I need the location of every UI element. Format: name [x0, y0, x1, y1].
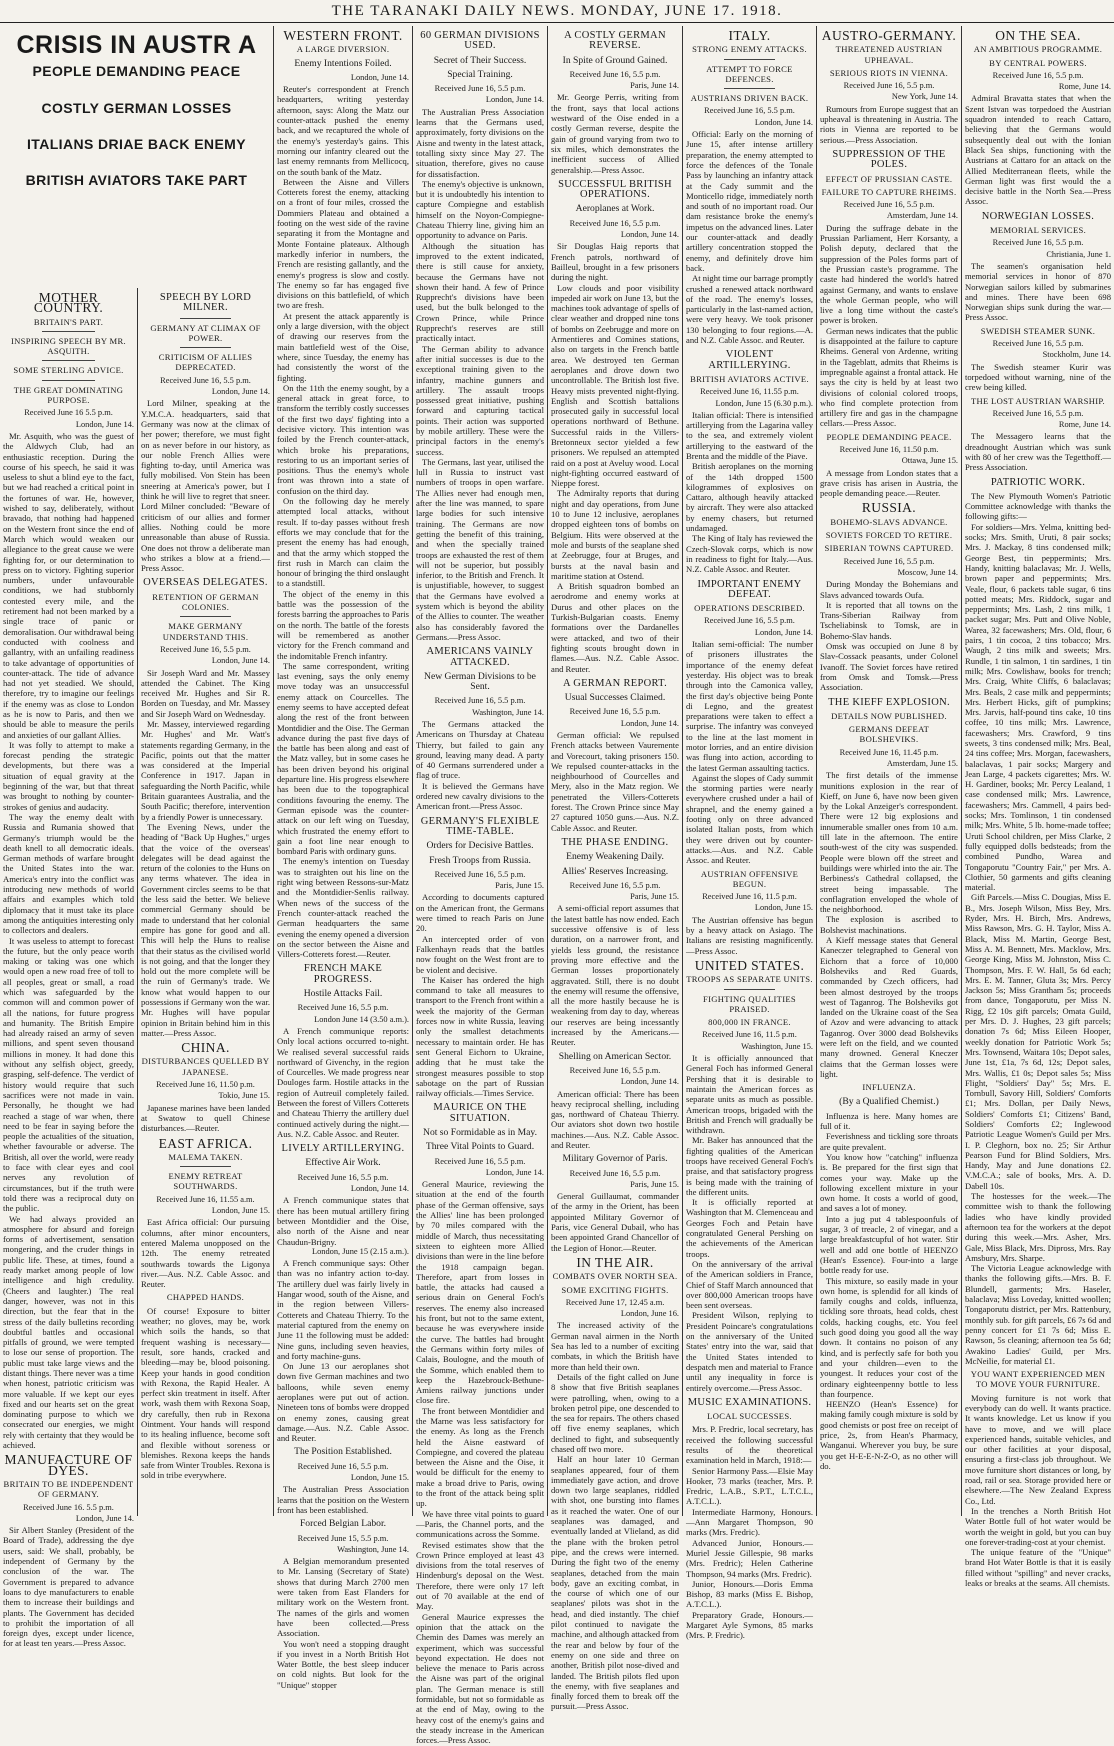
dateline: Received June 16, 5.5 p.m.	[569, 707, 661, 717]
subheading: Fresh Troops from Russia.	[429, 854, 531, 866]
section-heading: A GERMAN REPORT.	[562, 677, 668, 689]
subheading: In Spite of Ground Gained.	[562, 54, 668, 66]
divider	[180, 1166, 232, 1167]
placeline: London, June 14.	[620, 230, 679, 240]
placeline: London, June 15 (6.30 p.m.).	[715, 398, 813, 408]
section-heading: UNITED STATES.	[694, 957, 805, 973]
article-paragraph: At present the attack apparently is only a large diversion, with the object of drawing our reserves from the main battlefield west of the Oise, where, since Tuesday, the enemy has had consistently the worst of the fighting.	[277, 310, 409, 383]
section-heading: THE PHASE ENDING.	[561, 836, 669, 848]
article-paragraph: Preparatory Grade, Honours.—Margaret Ayle Symons, 85 marks (Mrs. P. Fredric).	[686, 1609, 813, 1641]
article-paragraph: The Germans, last year, utilised the lull in Russia to instruct vast numbers of troops in open warfare. The Allies never had enough men, after the line was manned, to spare large bodies for such intensive training. The Germans are now getting the benefit of this training, and when the specially trained troops are exhausted the rest of them will not be superior, but possibly inferior, to the British and French. It is unjustifiable, however, to suggest that the Germans have evolved a system which is beyond the ability of the Allies to counter. The weather also has considerably favored the Germans.—Press Assoc.	[416, 456, 544, 642]
divider	[180, 347, 232, 348]
dateline: Received June 16, 5.5 p.m.	[704, 106, 795, 116]
dateline: Received June 16, 5.5 p.m.	[569, 880, 661, 890]
subheading: Enemy Intentions Foiled.	[294, 57, 392, 69]
section-heading: THE KIEFF EXPLOSION.	[828, 696, 950, 708]
section-heading: RUSSIA.	[861, 500, 917, 516]
article-paragraph: Revised estimates show that the Crown Prince employed at least 43 divisions from the total reserves of Hindenburg's deposal on the West. Therefore, there were only 17 left out of 70 available at the end of May.	[416, 1539, 544, 1612]
dateline: Received June 16, 5.5 p.m.	[434, 696, 526, 706]
placeline: London, June 15 (2.15 a.m.).	[312, 1246, 409, 1256]
article-paragraph: The Victoria League acknowledge with thanks the following gifts.—Mrs. B. F. Blundell, garments; Mrs. Haseler, balaclava; Miss Loveday, knitted woollen; Tongaporutu district, per Mrs. Rattenbury, monthly sub. for gift parcels, £6 7s 6d and penny concert for £1 7s 6d; Miss E. Rawson, 5s cleaning; afternoon tea 5s 6d; Awakino Ladies' Guild, per Mrs. McNeilie, for material £1.	[965, 1263, 1111, 1366]
placeline: Rome, June 14.	[1058, 420, 1111, 430]
subheading: THREATENED AUSTRIAN UPHEAVAL.	[835, 44, 943, 65]
dateline: Received June 16. 5.5 p.m.	[23, 1502, 114, 1512]
advertisement-heading: CHAPPED HANDS.	[166, 1292, 245, 1303]
article-paragraph: The Messagero learns that the dreadnought Austrian which was sunk with 80 of her crew was the Tegetthoff.—Press Association.	[965, 431, 1111, 473]
article-paragraph: The Admiralty reports that during night and day operations, from June 10 to June 12 inclusive, aeroplanes dropped eighteen tons of bombs on Belgium. Hits were observed at the mole and bursts of the seaplane shed at Zeebrugge, four at Bruges, and bursts at the naval basin and maritime station at Ostend.	[551, 488, 679, 581]
article-paragraph: Italian official: There is intensified artillerying from the Lagarina valley to the sea, and extremely violent artillerying to the eastward of the Brenta and the middle of the Piave.	[686, 409, 813, 461]
subheading: BRITAIN TO BE INDEPENDENT OF GERMANY.	[3, 1478, 134, 1500]
subheading: DETAILS NOW PUBLISHED.	[831, 710, 947, 721]
subheading: SOME EXCITING FIGHTS.	[561, 1284, 669, 1295]
article-paragraph: The way the enemy dealt with Russia and Rumania showed that Germany's triumph would be the death knell to all democratic ideals. German methods of warfare brought the United States into the war. America's entry into the conflict was introducing new methods of world affairs and examples which told diplomacy that it must take its place among the antiquities interesting only to collectors and dealers.	[3, 811, 134, 936]
section-heading: A COSTLY GERMAN REVERSE.	[564, 30, 666, 52]
article-paragraph: It is reported that all towns on the Trans-Siberian Railway from Tscheliabinsk to Tomsk, are in Bohemo-Slav hands.	[820, 599, 958, 641]
column-mother-country	[0, 288, 137, 1649]
section-heading: MAURICE ON THE SITUATION.	[433, 1102, 527, 1124]
placeline: London, June 14.	[620, 1077, 679, 1087]
subheading: CRITICISM OF ALLIES DEPRECATED.	[158, 352, 253, 373]
section-heading: THE LOST AUSTRIAN WARSHIP.	[970, 395, 1105, 406]
column-lord-milner	[138, 288, 273, 1516]
article-paragraph: The Germans attacked the Americans on Thursday at Chateau Thierry, but failed to gain any ground, leaving many dead. A party of 40 Germans surrendered under a flag of truce.	[416, 719, 544, 781]
article-paragraph: Sir Joseph Ward and Mr. Massey attended the Cabinet. The King received Mr. Hughes and Sir R. Borden on Tuesday, and Mr. Massey and Sir Joseph Ward on Wednesday.	[141, 667, 270, 719]
dateline: Received June 16, 5.5 p.m.	[434, 1156, 526, 1166]
article-paragraph: A French communique reports: Only local actions occurred to-night. We realised several successful raids northward of Givenchy, in the region of Courcelles. We made progress near Douloges farm. Hostile attacks in the region of Autreuil completely failed. Between the forest of Villers Cotterets and Chateau Thierry the artillery duel continued actively during the night.—Aus. N.Z. Cable Assoc. and Reuter.	[277, 1025, 409, 1139]
placeline: Moscow, June 14.	[897, 567, 958, 577]
article-paragraph: Although the situation has improved to the extent indicated, there is still cause for anxiety, because the Germans have not shown their hand. A few of Prince Rupprecht's divisions have been used, but the bulk belonged to the Crown Prince, while Prince Rupprecht's reserves are still practically intact.	[416, 240, 544, 344]
section-heading: PATRIOTIC WORK.	[990, 476, 1086, 488]
placeline: Stockholm, June 14.	[1042, 350, 1111, 360]
subheading: DISTURBANCES QUELLED BY JAPANESE.	[141, 1056, 270, 1077]
article-paragraph: Details of the fight called on June 8 show that five British seaplanes were patrolling, when, owing to a broken petrol pipe, one descended to the sea for repairs. The others chased off five enemy seaplanes, which declined to fight, and subsequently chased off two more.	[551, 1371, 679, 1454]
article-paragraph: British aeroplanes on the morning of the 14th dropped 1500 kilogrammes of explosives on Cattaro, although heavily attacked by aircraft. They were also attacked by enemy chasers, but returned undamaged.	[686, 461, 813, 534]
placeline: Tokio, June 15.	[218, 1091, 270, 1101]
article-paragraph: Junior, Honours.—Doris Emma Bishop, 83 marks (Miss E. Bishop, A.T.C.L.).	[686, 1578, 813, 1610]
subheading: GERMANS DEFEAT BOLSHEVIKS.	[848, 724, 930, 745]
section-heading: EAST AFRICA.	[158, 1135, 253, 1151]
dateline: Received June 16, 5.5 p.m.	[992, 408, 1084, 418]
subheading: FAILURE TO CAPTURE RHEIMS.	[821, 186, 957, 197]
section-heading: The Position Established.	[294, 1446, 392, 1458]
article-paragraph: We have three vital points to guard—Paris, the Channel ports, and the communications across the Somme.	[416, 1508, 544, 1540]
column-on-the-sea	[962, 26, 1114, 1589]
article-paragraph: For soldiers—Mrs. Yelma, knitting bed-socks; Mrs. Smith, Uruti, 8 pair socks; Mrs. J. Mackay, 8 tins condensed milk; George Best, tin peppermints; Mrs. Handy, knitting balaclavas; Mr. J. Wells, brown paper and peppermints; Mrs. Veale, flour, 6 packets table sugar, 6 tins potted meats; Mrs. Riddock, sugar and peppermints; Mrs. Lash, 2 tins milk, 1 packet sugar; Mrs. Putt and Olive Noble, Warea, 32 facewashers; Mrs. Old, flour, 6 pairs, 1 tin cocoa, 2 tins tobacco; Mrs. Waugh, 2 tins milk and sweets; Mrs. Rundle, 1 tin salmon, 1 tin sardines, 1 tin milk; Mrs. Cowlishaw, books for trench; Mrs. Craig, White Cliffs, 6 balaclavas; Mrs. Beals, 2 case milk and peppermints; Mrs. Herbert Hicks, gift of pumpkins; Mrs. Jarvis, half-pound tins cake, 10 tins coffee, 10 tins milk; Mrs. Lawrence, facewashers; Mrs. Crawford, 9 tins sweets, 3 tins condensed milk; Mrs. Beal, 24 tins coffee; Mrs. Morgan, facewashers, balaclavas, 1 pair socks; Margery and Jean Large, 4 packets cigarettes; Mrs. W. H. Gardiner, books; Mr. Percy Lealand, 1 case condensed milk; Mrs. Lawrence, facewashers; Mrs. Cammell, 4 pairs bed-socks; Mrs. Tomlinson, 1 tin condensed milk; Mrs. White, 5 lb. home-made toffee; Uruti School children, per Miss Clarke, 2 fully equipped dolls bedsteads; from the combined Pundho, Warea and Tongaporutu "Country Fair," per Mrs. A. Clothier, 50 garments and gifts cleaning material.	[965, 521, 1111, 893]
advertisement-heading: INFLUENZA.	[862, 1082, 916, 1093]
subheading: FIGHTING QUALITIES PRAISED.	[703, 993, 796, 1014]
article-paragraph: Gift Parcels.—Miss C. Dougias, Miss E. B., Mrs. Joseph Wilson, Miss Bey, Mrs. Ryder, Mrs. H. Birch, Mrs. Andrews, Miss Rawson, Mrs. G. H. Taylor, Miss A. Black, Miss M. Martin, George Best, Miss A. M. Bennett, Mrs. Macklow, Mrs. George King, Miss M. Johnston, Miss C. Thompson, Mrs. F. W. Hall, 5s 6d each; Mrs. E. M. Tanner, Gluta 3s; Mrs. Percy Jackson 5s; Miss Grantham 5s; proceeds from dance, Tongaporutu, per Miss N. Rigg, £2 10s gift parcels; Omata Guild, per Mrs. D. J. Hughes, 23 gift parcels; donation 7s 6d; Miss Eileen Hooper, weekly donation for Patriotic Work 5s; Mrs. Townsend, Waitara 10s; Depot sales, June 1st, £1a, 7s 6d, 12s; Depot sales, Mrs. Wallis, £1 0s; Depot sales 5s; Miss Flight, "Soldiers' Day" 5s; Mrs. E. Tornbull, Savory Hill, Soldiers' Comforts £1; Mrs. Dollan, per Daily News, Soldiers' Comforts £1; Citizens' Band, Soldiers' Comforts £2; Inglewood Patriotic League Women's Guild per Mrs. I. P. Cleghorn, box no. 25; Sir Arthur Pearson Fund for Blind Soldiers, Mrs. Handy, May and June donations £2. V.M.C.A.; sale of books, Mrs. A. D. Dabell 10s.	[965, 892, 1111, 1191]
article-paragraph: On the 11th the enemy sought, by a general attack in great force, to transform the terribly costly successes of the first two days' fighting into a decisive victory. This intention was foiled by the French counter-attack, which broke his preparations, restoring to us an important series of positions. Thus the enemy's whole front was thrown into a state of confusion on the third day.	[277, 382, 409, 496]
article-paragraph: The Australian Press Association learns that the Germans used, approximately, forty divisions on the Aisne and twenty in the latest attack, totalling sixty since May 27. The situation, therefore, gives no cause for dissatisfaction.	[416, 106, 544, 179]
article-paragraph: President Wilson, replying to President Poincare's congratulations on the anniversary of the United States' entry into the war, said that the United States intended to despatch men and material to France until any inequality in force is entirely overcome.—Press Assoc.	[686, 1310, 813, 1393]
dateline: Received June 16, 5.5 p.m.	[992, 70, 1084, 80]
banner-deck: COSTLY GERMAN LOSSES	[41, 99, 232, 116]
section-heading: Military Governor of Paris.	[562, 1153, 668, 1165]
subheading: MALEMA TAKEN.	[168, 1151, 243, 1162]
placeline: London, June 14.	[620, 718, 679, 728]
article-paragraph: Italian semi-official: The number of prisoners illustrates the importance of the enemy defeat yesterday. His object was to break through into the Camonica valley, the first day's objective being Ponte di Legno, and the greatest preparations were taken to effect a surprise. The infantry was conveyed to the line at the last moment in motor lorries, and an entire division was flung into action, according to the latest German assaulting tactics.	[686, 639, 813, 773]
article-paragraph: The object of the enemy in this battle was the possession of the forests barring the approaches to Paris on the north. The battle of the forests will be remembered as another victory for the French command and the indomitable French infantry.	[277, 588, 409, 661]
advertisement-text: Influenza is here. Many homes are full of it.	[820, 1110, 958, 1132]
section-heading: MUSIC EXAMINATIONS.	[687, 1396, 812, 1408]
article-paragraph: The Evening News, under the heading of "Back Up Hughes," urges that the voice of the overseas' delegates will be dead against the return of the colonies to the Huns on any terms whatever. The idea in Government circles seems to be that the less said the better. We believe commercial Germany should be made to understand that her colonial empire has gone for good and all. This will help the Huns to realise that their status as the civilised world is not going, and that the longer they hold out the more complete will be the ruin of Germany's trade. We know what would happen to our possessions if Germany won the war. Mr. Hughes will have popular opinion in Britain behind him in this matter.—Press Assoc.	[141, 821, 270, 1038]
section-heading: ITALY.	[728, 28, 771, 43]
section-heading: PEOPLE DEMANDING PEACE.	[826, 431, 952, 442]
dateline: Received June 16, 5.5 p.m.	[843, 556, 935, 566]
article-paragraph: It was folly to attempt to make a forecast pending the strategic developments, but there was a situation of equal gravity at the beginning of the war, but that threat was brought to nothing by counter-strokes of genius and audacity.	[3, 739, 134, 812]
column-italy	[683, 26, 816, 1641]
article-paragraph: An intercepted order of von Falkenhayn reads that the battles now fought on the West front are to be violent and decisive.	[416, 933, 544, 975]
article-paragraph: The explosion is ascribed to Bolshevist machinations.	[820, 914, 958, 935]
dateline: Received June 16, 5.5 p.m.	[297, 1172, 389, 1182]
placeline: London, June 15.	[211, 1206, 270, 1216]
article-paragraph: The Kaiser has ordered the high command to take all measures to transport to the French front within a week the majority of the German forces now in white Russia, leaving only the smallest detachments necessary to maintain order. He has sent General Eichorn to Ukraine, adding that he must take the strongest measures possible to stop sabotage on the part of Russian railway officials.—Times Service.	[416, 974, 544, 1099]
placeline: London, June 14.	[75, 419, 134, 429]
section-heading: Shelling on American Sector.	[558, 1050, 672, 1062]
advertisement-text: The unique feature of the "Unique" brand Hot Water Bottle is that it is easily filled without "spilling" and never cracks, leaks or breaks at the seams. All chemists.	[965, 1547, 1111, 1589]
section-heading: AUSTRO-GERMANY.	[821, 28, 957, 43]
section-heading: FRENCH MAKE PROGRESS.	[303, 963, 383, 985]
article-paragraph: The Swedish steamer Kurir was torpedoed without warning, nine of the crew being killed.	[965, 361, 1111, 393]
subheading: BRITISH AVIATORS ACTIVE.	[690, 373, 809, 384]
placeline: London, June 14.	[350, 72, 409, 82]
article-paragraph: Mr. George Perris, writing from the front, says that local actions westward of the Oise ended in a costly German reverse, despite the gain of ground varying from two to six miles, which demonstrates the inefficient success of Allied generalship.—Press Assoc.	[551, 92, 679, 175]
subheading: BOHEMO-SLAVS ADVANCE.	[830, 516, 948, 527]
article-paragraph: At night time our barrage promptly crushed a renewed attack northward of the road. The enemy's losses, particularly in the last-named action, were very heavy. We took prisoner 130 belonging to four regions.—A. and N.Z. Cable Assoc. and Reuter.	[686, 273, 814, 346]
article-paragraph: Senior Harmony Pass.—Elsie May Hooker, 73 marks (teacher, Mrs. P. Fredric, L.A.B., S.P.T., L.T.C.L., A.T.C.L.).	[686, 1465, 813, 1507]
article-paragraph: The same correspondent, writing last evening, says the only enemy move today was an unsuccessful enemy attack on Courcelles. The enemy seems to have accepted defeat along the rest of the front between Montdidier and the Oise. The German advance during the past five days of the battle has been along and east of the Matz valley, but in some cases he has been driven beyond his original departure line. His progress elsewhere has been due to the topographical conditions favouring the enemy. The German episode was the counter-attack on our left wing on Tuesday, which frustrated the enemy effort to gain a foot line near enough to bombard Paris with ordinary guns.	[277, 660, 409, 857]
article-paragraph: General Maurice expresses the opinion that the attack on the Chemin des Dames was merely an experiment, which was successful beyond expectation. He does not believe the menace to Paris across the Aisne was part of the original plan. The German menace is still formidable, but not so formidable as at the end of May, owing to the heavy cost of the enemy's gains and the steady increase in the American forces.—Press Assoc.	[416, 1611, 544, 1746]
masthead: THE TARANAKI DAILY NEWS. MONDAY, JUNE 17. 1918.	[0, 0, 1114, 23]
placeline: Washington, June 14.	[337, 1544, 409, 1554]
section-heading: AUSTRIAN OFFENSIVE BEGUN.	[700, 868, 799, 889]
section-heading: SPEECH BY LORD MILNER.	[159, 292, 252, 314]
article-paragraph: The enemy's intention on Tuesday was to straighten out his line on the right wing between Ressons-sur-Matz and the Montdidier-Senlis railway. When news of the success of the French counter-attack reached the German headquarters the same evening the enemy opened a diversion on the sector between the Aisne and Villers-Cotterets forest.—Reuter.	[277, 856, 409, 960]
article-paragraph: General Maurice, reviewing the situation at the end of the fourth phase of the German offensive, says the Allies' line has been prolonged by 70 miles compared with the middle of March, thus necessitating sixteen to eighteen more Allied divisions than were in the line before the 1918 campaign began. Therefore, apart from losses in battle, the attacks had caused a serious drain on General Foch's reserves. The enemy also increased his front, but not to the same extent, because he was everywhere inside the curve. The battles had brought the Germans within forty miles of Calais, Boulogne, and the mouth of the Somme, which enabled them to keep the Hazebrouck-Bethune-Amiens railway junctions under close fire.	[416, 1179, 544, 1406]
article-paragraph: The front between Montdidier and the Marne was less satisfactory for the enemy. As long as the French held the Aisne eastward of Compiegne, and covered the plateau between the Aisne and the Oise, it would be difficult for the enemy to make a broad drive to Paris, owing to the front of the attack being split up.	[416, 1405, 544, 1509]
dateline: Received June 16, 5.5 p.m.	[160, 375, 251, 385]
article-paragraph: Mr. Baker has announced that the fighting qualities of the American troops have received General Foch's praise, and that satisfactory progress is being made with the training of the different units.	[686, 1135, 813, 1197]
subheading: Usual Successes Claimed.	[564, 692, 666, 704]
dateline: Received June 16, 11.5 p.m.	[702, 1030, 797, 1040]
subheading: BY CENTRAL POWERS.	[989, 57, 1087, 68]
subheading: EFFECT OF PRUSSIAN CASTE.	[825, 173, 953, 184]
subheading: COMBATS OVER NORTH SEA.	[552, 1271, 678, 1282]
dateline: Received June 16, 11.5 p.m.	[702, 892, 797, 902]
advertisement-text: You won't need a stopping draught if you invest in a North British Hot Water Bottle, the best sleep inducer on cold nights. But look for the "Unique" stopper	[277, 1638, 409, 1690]
divider	[180, 616, 232, 617]
placeline: Paris, June 15.	[630, 892, 679, 902]
section-heading: SUCCESSFUL BRITISH OPERATIONS.	[558, 178, 672, 201]
article-paragraph: Low clouds and poor visibility impeded air work on June 13, but the machines took advantage of spells of clear weather and dropped nine tons of bombs on Zeebrugge and more on Armentieres and Comines stations, also on targets in the French battle area. We destroyed ten German aeroplanes and drove down two uncontrollable. The British lost five. Heavy mists prevented night-flying. English and Scottish battalions prosecuted gaily in successful local operations northward of Bethune. Successful raids in the Villers-Bretonneux sector yielded a few prisoners. We repulsed an attempted raid on a post at Aveluy wood. Local night-fighting occurred eastward of Nieppe forest.	[551, 282, 679, 489]
article-paragraph: Sir Albert Stanley (President of the Board of Trade), addressing the dye users, said: We shall, probably, be independent of Germany by the conclusion of the war. The Government is prepared to advance loans to dye manufacturers to enable them to increase their buildings and plants. The Government has decided to prohibit the importation of all foreign dyes, except under licence, for at least ten years.—Press Assoc.	[3, 1525, 134, 1649]
dateline: Received June 16, 5.5 p.m.	[434, 869, 526, 879]
dateline: Received June 16, 5.5 p.m.	[297, 1003, 389, 1013]
advertisement-byline: (By a Qualified Chemist.)	[839, 1095, 939, 1107]
section-heading: MOTHER COUNTRY.	[33, 290, 104, 316]
section-heading: ON THE SEA.	[995, 28, 1081, 43]
placeline: Washington, June 14.	[472, 707, 544, 717]
article-paragraph: It is officially reported at Washington that M. Clemenceau and Georges Foch and Petain have congratulated General Pershing on the achievements of the American troops.	[686, 1197, 813, 1259]
subheading: BRITAIN'S PART.	[33, 316, 104, 327]
subheading: SIBERIAN TOWNS CAPTURED.	[824, 543, 954, 554]
divider	[724, 88, 775, 89]
dateline: Received June 16, 11.55 a.m.	[156, 1194, 255, 1204]
placeline: London, June 14.	[75, 1513, 134, 1523]
subheading: A LARGE DIVERSION.	[296, 44, 390, 55]
subheading: THE GREAT DOMINATING PURPOSE.	[13, 384, 124, 406]
subheading: ATTEMPT TO FORCE DEFENCES.	[706, 63, 793, 84]
banner-deck: ITALIANS DRIAE BACK ENEMY	[27, 135, 246, 152]
subheading: LOCAL SUCCESSES.	[707, 1411, 792, 1422]
dateline: Received June 16, 5.5 p.m.	[992, 339, 1084, 349]
article-paragraph: Mr. Asquith, who was the guest of the Aldwych Club, had an enthusiastic reception. During the course of his speech, he said it was useless to shut a blind eye to the fact, but we had reached a critical point in the fortunes of war. He, however, wished to say, deliberately, without bravado, that nothing had happened on the Western front since the end of March which would weaken our allegiance to the great cause we were fighting for, or our determination to press on to victory. Fighting superior numbers, under unfavourable conditions, we had stubbornly contested every mile, and the retirement had not been marked by a single trace of panic or demoralisation. Our withdrawal being conducted with coolness and gallantry, with an unfailing readiness to take advantage of opportunities of counter-attack. The tide of advance had not yet steadied. We should, therefore, try to imagine our feelings if the enemy was as close to London as he is now to Paris, and then we should be able to measure the perils and anxieties of our gallant Allies.	[3, 430, 134, 740]
article-paragraph: German news indicates that the public is disappointed at the failure to capture Rheims. General von Ardenne, writing in the Tageblatt, admits that Rheims is impregnable against a frontal attack. He says the city is held by at least two divisions of colonial colored troops, who find complete protection from artillery fire and gas in the champagne cellars.—Press Assoc.	[820, 325, 958, 429]
dateline: Received June 16 5.5 p.m.	[24, 408, 113, 418]
article-paragraph: Reuter's correspondent at French headquarters, writing yesterday afternoon, says: Along the Matz our counter-attack pushed the enemy back, and we recaptured the whole of the enemy's yesterday's gains. This morning our infantry cleared out the last enemy remnants from Mellicocq, on the south bank of the Matz.	[277, 84, 409, 177]
section-heading: IN THE AIR.	[576, 1254, 654, 1270]
article-paragraph: On the following day he merely attempted local attacks, without result. If to-day passes without fresh efforts we may conclude that for the present the enemy has had enough, and that the army which stopped the first rush in March can claim the honour of bringing the third onslaught to a standstill.	[277, 496, 409, 589]
article-paragraph: The Austrian offensive has begun by a heavy attack on Asiago. The Italians are resisting magnificently.—Press Assoc.	[686, 914, 813, 956]
placeline: London June 14 (3.50 a.m.).	[314, 1014, 409, 1024]
dateline: Received June 16, 5.5 p.m.	[569, 218, 661, 228]
article-paragraph: The enemy's objective is unknown, but it is undoubtedly his intention to capture Compiegne and establish himself on the Noyon-Compiegne-Chateau Thierry line, giving him an opportunity to advance on Paris.	[416, 178, 544, 241]
placeline: London, June 14.	[754, 117, 813, 127]
dateline: Received June 16, 11.50 p.m.	[156, 1080, 255, 1090]
article-paragraph: It is officially announced that General Foch has informed General Pershing that it is desirable to maintain the American forces as separate units as much as possible. American troops, brigaded with the British and French will gradually be withdrawn.	[686, 1053, 813, 1136]
advertisement-text: Of course! Exposure to bitter weather; no gloves, may be, work which soils the hands, so that frequent washing is necessary—result, sore hands, cracked and bleeding—may be, blood poisoning. Keep your hands in good condition with Rexona, the Rapid Healer. A perfect skin treatment in itself. After work, wash them with Rexona Soap, dry carefully, then rub in Rexona Ointment. Your hands will respond to its healing influence, become soft and flexible without soreness or blemishes. Rexona keeps the hands safe from Winter Troubles. Rexona is sold in tribe everywhere.	[141, 1305, 270, 1481]
dateline: Received June 16, 5.5 p.m.	[434, 84, 526, 94]
subheading: RETENTION OF GERMAN COLONIES.	[152, 591, 259, 613]
subheading: Secret of Their Success.	[433, 54, 527, 66]
subheading: Aeroplanes at Work.	[575, 203, 655, 215]
article-paragraph: Rumours from Europe suggest that an upheaval is threatening in Austria. The riots in Vienna are reported to be serious.—Press Association.	[820, 103, 958, 145]
dateline: Received June 16, 5.5 p.m.	[992, 238, 1084, 248]
article-paragraph: Lord Milner, speaking at the Y.M.C.A. headquarters, said that Germany was now at the climax of her power; therefore, we must fight on as never before in our history, as our noble French Allies were fighting to-day, until America was fully mobilised. Von Stein has been sneering at America's power, but I think he will live to regret that sneer. Lord Milner concluded: "Beware of criticism of our allies and former allies. Nothing could be more unreasonable than abuse of Russia. One does not throw a deliberate man who strikes a blow at a friend.—Press Assoc.	[141, 398, 270, 574]
placeline: New York, June 14.	[891, 92, 958, 102]
subheading: Effective Air Work.	[305, 1157, 381, 1169]
divider	[180, 318, 232, 319]
subheading: GERMANY AT CLIMAX OF POWER.	[150, 322, 261, 343]
article-paragraph: Official: Early on the morning of June 15, after intense artillery preparation, the enemy attempted to force the defences of the Tonale Pass by launching an infantry attack at the Cady summit and the Monticello ridge, immediately north and south of no important road. Our dam resistance broke the enemy's impetus on the advanced lines. Later our counter-attack and deadly artillery concentration stopped the enemy, and definitely drove him back.	[686, 129, 813, 273]
article-paragraph: A British squadron bombed an aerodrome and enemy works at Durus and other places on the Turkish-Bulgarian coasts. Enemy formations over the Dardanelles were attacked, and two of their fighting scouts brought down in flames.—Aus. N.Z. Cable Assoc. and Reuter.	[551, 581, 679, 674]
dateline: Received June 16, 5.5 p.m.	[569, 1168, 661, 1178]
subheading: AN AMBITIOUS PROGRAMME.	[973, 44, 1103, 55]
dateline: Received June 16, 5.5 p.m.	[843, 200, 935, 210]
article-paragraph: A Kieff message states that General Kaneczer telegraphed to General von Eichorn that a force of 10,000 Bolsheviks and Red Guards, commanded by Czech officers, had been almost destroyed by the troops west of Taganrog. The Bolsheviks got landed on the Ukraine coast of the Sea of Azov and were advancing to attack Taganrog. Over 3000 dead Bolsheviks were left on the field, and we counted many drowned. General Kneczer claims that the German losses were light.	[820, 935, 958, 1079]
advertisement-text: In the trenches a North British Hot Water Bottle full of hot water would be worth the weight in gold, but you can buy one forever-trading-cost at your chemist.	[965, 1505, 1111, 1547]
placeline: London, June 15.	[754, 903, 813, 913]
subheading: ENEMY RETREAT SOUTHWARDS.	[168, 1171, 243, 1192]
article-paragraph: During the suffrage debate in the Prussian Parliament, Herr Korsanty, a Polish deputy, declared that the suppression of the Poles forms part of the Prussian caste's programme. The caste had hindered the world's hatred against Germany, and wants to enslave the whole German people, who will live a long time without the caste's power is broken.	[820, 222, 958, 326]
placeline: Ottawa, June 15.	[901, 456, 958, 466]
subheading: OPERATIONS DESCRIBED.	[694, 603, 805, 614]
article-paragraph: The hostesses for the week.—The committee wish to thank the following ladies who have kindly provided afternoon tea for the workers at the depot during this week.—Mrs. Asher, Mrs. Gale, Miss Black, Mrs. Dipross, Mrs. Ray Amsbury, Mrs. Sharpe.	[965, 1191, 1111, 1263]
subheading: 800,000 IN FRANCE.	[708, 1017, 791, 1028]
article-paragraph: The increased activity of the German naval airmen in the North Sea has led to a number of exciting combats, in which the British have more than held their own.	[551, 1320, 679, 1372]
placeline: Paris, June 15.	[630, 1179, 679, 1189]
article-paragraph: A French communique says: Other than was no infantry action to-day. The artillery duel was fairly lively in Hangar wood, south of the Aisne, and in the region between Villers-Cotterets and Chateau Thierry. To the material captured from the enemy on June 11 the following must be added: Nine guns, including seven heavies, and forty machine-guns.	[277, 1258, 409, 1361]
section-heading: OVERSEAS DELEGATES.	[143, 577, 268, 589]
article-paragraph: According to documents captured on the American front, the Germans were timed to reach Paris on June 20.	[416, 892, 544, 934]
subheading: Orders for Decisive Battles.	[426, 840, 534, 852]
placeline: Rome, June 14.	[1058, 82, 1111, 92]
article-paragraph: The seamen's organisation held memorial services in honor of 870 Norwegian sailors killed by submarines and mines. There have been 698 Norwegian ships sunk during the war.—Press Assoc.	[965, 260, 1111, 323]
article-paragraph: Advanced Junior, Honours.—Muriel Jessie Gillespie, 98 marks (Mrs. Fredric); Helen Catherine Thompson, 94 marks (Mrs. Fredric).	[686, 1537, 813, 1579]
banner-deck: BRITISH AVIATORS TAKE PART	[25, 172, 248, 189]
article-paragraph: Mr. Massey, interviewed regarding Mr. Hughes' and Mr. Watt's statements regarding Germany, in the Pacific, points out that the matter was considered at the Imperial Conference in 1917. Japan in safeguarding the North Pacific, while Britain guarantees Australia, and the South Pacific; therefore, intervention by a friendly Power is unnecessary.	[141, 718, 270, 822]
article-paragraph: A French communique states that there has been mutual artillery firing between Montdidier and the Oise, also north of the Aisne and near Chaudun-Brigny.	[277, 1195, 409, 1247]
article-paragraph: During Monday the Bohemians and Slavs advanced towards Oufa.	[820, 579, 958, 600]
section-heading: NORWEGIAN LOSSES.	[981, 210, 1095, 222]
article-paragraph: Japanese marines have been landed at Swatow to quell Chinese disturbances.—Reuter.	[141, 1102, 270, 1134]
advertisement-text: Feverishness and tickling sore throats are quite prevalent.	[820, 1131, 958, 1152]
article-paragraph: It is believed the Germans have ordered new cavalry divisions to the American front.—Press Assoc.	[416, 780, 544, 812]
section-heading: AMERICANS VAINLY ATTACKED.	[426, 646, 534, 668]
section-heading: CHINA.	[181, 1040, 230, 1056]
subheading: SERIOUS RIOTS IN VIENNA.	[829, 67, 949, 78]
advertisement-text: You know how "catching" influenza is. Be prepared for the first sign that comes your way. Make up the following excellent mixture in your own home. It costs a world of good, and saves a lot of money.	[820, 1151, 958, 1214]
placeline: London, June 15.	[350, 1473, 409, 1483]
subheading: Three Vital Points to Guard.	[425, 1141, 535, 1153]
article-paragraph: Mrs. P. Fredric, local secretary, has received the following successful results of the theoretical examination held in March, 1918:—	[686, 1424, 813, 1466]
article-paragraph: On the anniversary of the arrival of the American soldiers in France, Chief of Staff March announced that over 800,000 American troops have been sent overseas.	[686, 1258, 813, 1311]
section-heading: MANUFACTURE OF DYES.	[4, 1452, 133, 1478]
section-heading: LIVELY ARTILLERYING.	[281, 1143, 405, 1155]
section-heading: 60 GERMAN DIVISIONS USED.	[420, 30, 540, 52]
column-costly-reverse	[548, 26, 682, 1712]
article-paragraph: Between the Aisne and Villers Cotterets forest the enemy, attacking on a front of four miles, crossed the Dommiers Plateau and obtained a footing on the west side of the ravine separating it from the Montagne and Monte Fontaine plateaux. Although markedly inferior in numbers, the French are resisting gallantly, and the enemy's progress is slow and costly. The enemy so far has engaged five divisions on this battlefield, of which two are fresh.	[277, 176, 409, 311]
placeline: Amsterdam, June 14.	[886, 211, 958, 221]
subheading: SOVIETS FORCED TO RETIRE.	[825, 530, 953, 541]
advertisement-heading: YOU WANT EXPERIENCED MEN TO MOVE YOUR FURNITURE.	[970, 1369, 1106, 1390]
article-paragraph: Omsk was occupied on June 8 by Slav-Cossack peasants, under Colonel Ivanoff. The Soviet forces have retired from Omsk and Tomsk.—Press Association.	[820, 641, 958, 693]
dateline: Received June 16, 11.50 p.m.	[839, 444, 939, 454]
article-paragraph: East Africa official: Our pursuing columns, after minor encounters, entered Malema unopposed on the 12th. The enemy retreated southwards towards the Ligonya river.—Aus. N.Z. Cable Assoc. and Reuter.	[141, 1217, 270, 1290]
article-paragraph: The German ability to advance after initial successes is due to the exceptional training given to the infantry, machine gunners and artillery. The assault troops possessed great initiative, pushing forward and capturing tactical points. Their action was supported by mobile artillery. These were the principal factors in the enemy's success.	[416, 343, 544, 457]
article-paragraph: German official: We repulsed French attacks between Vauremente and Vorecourt, taking prisoners 150. We repulsed counter-attacks in the neighbourhood of Courcelles and Mery, also in the Matz region. We penetrated the Villers-Cotterets forest. The Crown Prince since May 27 captured 1050 guns.—Aus. N.Z. Cable Assoc. and Reuter.	[551, 730, 679, 833]
article-paragraph: A semi-official report assumes that the latest battle has now ended. Each successive offensive is of less duration, on a narrower front, and yields less ground, the resistance proving more effective and the German losses proportionately aggravated. Still, there is no doubt the enemy will resume the offensive, all the more hastily because he is weakening from day to day, whereas our reserves are being incessantly increased by the Americans.—Reuter.	[551, 903, 679, 1048]
section-heading: Forced Belgian Labor.	[299, 1518, 387, 1530]
advertisement-text: Moving furniture is not work that everybody can do well. It wants practice. It wants knowledge. Let us know if you have to move, and we will place experienced hands, suitable vehicles, and our other facilities at your disposal, ensuring a first-class job throughout. We move furniture short distances or long, by road, rail or sea. Storage provided here or elsewhere.—The New Zealand Express Co., Ltd.	[965, 1392, 1111, 1506]
section-heading: SWEDISH STEAMER SUNK.	[980, 325, 1096, 336]
placeline: London, June 14.	[754, 627, 813, 637]
article-paragraph: The Australian Press Association learns that the position on the Western front has been established.	[277, 1484, 409, 1515]
placeline: London, June 14.	[211, 656, 270, 666]
advertisement-text: Into a jug put 4 tablespoonfuls of sugar, 3 of treacle, 2 of vinegar, and a large breakfastcupful of hot water. Stir well and add one bottle of HEENZO (Hean's Essence). Four-into a large bottle ready for use.	[820, 1213, 958, 1276]
article-paragraph: On June 13 our aeroplanes shot down five German machines and two balloons, while seven enemy aeroplanes were put out of action. Nineteen tons of bombs were dropped on enemy zones, causing great damage.—Aus. N.Z. Cable Assoc. and Reuter.	[277, 1361, 409, 1444]
subheading: MAKE GERMANY UNDERSTAND THIS.	[162, 621, 249, 642]
divider	[42, 331, 94, 332]
dateline: Received June 16, 5.5 p.m.	[704, 616, 795, 626]
dateline: Received June 16, 5.5 p.m.	[297, 1461, 389, 1471]
article-paragraph: Admiral Bravatta states that when the Szent Istvan was torpedoed the Austrian squadron intended to reach Cattaro, believing that the Germans would subsequently deal out with the Ionian Black Sea ships, functioning with the Austrians at Cattaro for an attack on the Allied Mediterranean fleets, while the German light was first would the a decisive battle in the North Sea.—Press Assoc.	[965, 93, 1111, 207]
dateline: Received June 15, 5.5 p.m.	[297, 1533, 389, 1543]
subheading: Enemy Weakening Daily.	[566, 851, 664, 863]
subheading: MEMORIAL SERVICES.	[989, 225, 1087, 236]
banner-deck: PEOPLE DEMANDING PEACE	[32, 63, 241, 80]
dateline: Received June 16, 5.5 p.m.	[569, 1065, 661, 1075]
section-heading: SUPPRESSION OF THE POLES.	[832, 148, 946, 171]
article-paragraph: Intermediate Harmony, Honours.—Ann Margaret Thompson, 90 marks (Mrs. Fredric).	[686, 1506, 813, 1538]
column-western-front	[274, 26, 412, 1690]
dateline: Received June 16, 5.5 p.m.	[843, 81, 935, 91]
article-paragraph: American official: There has been heavy reciprocal shelling, including gas, northward of Chateau Thierry. Our aviators shot down two hostile machines.—Aus. N.Z. Cable Assoc. and Reuter.	[551, 1088, 679, 1150]
banner-main-headline: CRISIS IN AUSTR A	[16, 31, 257, 59]
article-paragraph: Half an hour later 10 German seaplanes appeared, four of them immediately gave action, and drove down two large seaplanes, riddled with shot, one bursting into flames as it reached the water. One of our seaplanes was damaged, and eventually landed at Vlieland, as did the plane with the broken petrol pipe, and the crews were interned. During the fight two of the enemy seaplanes, detached from the main body, gave an exciting combat, in the course of which one of our seaplanes' pilots was shot in the head, and died instantly. The chief pilot continued to navigate the machine, and although attacked from the rear and below by four of the enemy on one side and three on another, British pilot nose-dived and landed. The British pilots fled upon the enemy, with five seaplanes and finally forced them to break off the pursuit.—Press Assoc.	[551, 1454, 679, 1712]
subheading: STRONG ENEMY ATTACKS.	[692, 44, 807, 55]
divider	[724, 59, 775, 60]
dateline: Received June 16, 11.55 p.m.	[700, 387, 799, 397]
divider	[42, 360, 94, 361]
subheading: Not so Formidable as in May.	[423, 1126, 537, 1138]
banner-headlines	[0, 30, 273, 280]
article-paragraph: The New Plymouth Women's Patriotic Committee acknowledge with thanks the following gifts:—	[965, 490, 1111, 522]
section-heading: IMPORTANT ENEMY DEFEAT.	[697, 578, 802, 600]
advertisement-text: This mixture, so easily made in your own home, is splendid for all kinds of family coughs and colds, influenza, tickling sore throats, head colds, chest colds, hacking coughs, etc. You feel such good doing you good all the way down. It contains no poison of any kind, and is perfectly safe for both you and your children—even to the youngest. It reduces your cost of the ordinary eighteenpenny bottle to less than fourpence.	[820, 1275, 958, 1399]
column-german-divisions	[413, 26, 547, 1746]
article-paragraph: The King of Italy has reviewed the Czech-Slovak corps, which is now in readiness to fight for Italy.—Aus. N.Z. Cable Assoc. and Reuter.	[686, 533, 813, 575]
subheading: INSPIRING SPEECH BY MR. ASQUITH.	[11, 335, 126, 357]
article-paragraph: Against the slopes of Cady summit the storming parties were nearly everywhere crushed under a hail of shrapnel, and the enemy gained a footing only on three advanced isolated Italian posts, from which they were driven out by counter-attacks.—Aus. and N.Z. Cable Assoc. and Reuter.	[686, 772, 813, 866]
article-paragraph: It was useless to attempt to forecast the future, but the only peace worth making or taking was one which would open a new road free of toll to all peoples, great or small, a road which was safeguarded by the common will and common power of all the nations, for future progress and humanity. The British Empire had already raised an army of seven millions, and spent seven thousand millions in money. It had done this without any selfish object, greedy, grasping, self-defence. The verdict of history would require that such sacrifices were not made in vain. Personally, he thought we had reached a stage of war when, there need to be fear in saying before the people the actualities of the situation, whether favourable or adverse. The British, all over the world, were ready to face with clear eyes and cool nerves any revolution of circumstances, but if the truth were told there was a reciprocal duty on the public.	[3, 935, 134, 1214]
advertisement-text: HEENZO (Hean's Essence) for making family cough mixture is sold by good chemists or post free on receipt of price, 2s, from Hean's Pharmacy, Wanganui. Wherever you buy, be sure you get H-E-E-N-Z-O, as no other will do.	[820, 1399, 958, 1471]
placeline: London, June 16.	[620, 1309, 679, 1319]
subheading: AUSTRIANS DRIVEN BACK.	[690, 93, 809, 104]
section-heading: GERMANY'S FLEXIBLE TIME-TABLE.	[420, 815, 540, 837]
dateline: Received June 16, 5.5 p.m.	[569, 69, 661, 79]
article-paragraph: Sir Douglas Haig reports that French patrols, northward of Bailleul, brought in a few prisoners during the night.	[551, 241, 679, 283]
placeline: Amsterdam, June 15.	[886, 759, 958, 768]
dateline: Received June 16, 11.45 p.m.	[839, 747, 939, 757]
subheading: SOME STERLING ADVICE.	[13, 365, 124, 376]
placeline: Paris, June 15.	[495, 881, 544, 891]
article-paragraph: A Belgian memorandum presented to Mr. Lansing (Secretary of State) shows that during March 2700 men were taken from East Flanders for military work on the Western front. The names of the girls and women have been collected.—Press Association.	[277, 1556, 409, 1639]
dateline: Received June 17, 12.45 a.m.	[565, 1297, 665, 1307]
article-paragraph: We had always provided an atmosphere for absurd and foreign forms of advertisement, sensation mongering, and the cruder things in public life. These, at times, found a ready market among people of low intelligence and high credulity. (Cheers and laughter.) The real danger, however, was not in this direction, but the fear that in the stress of the daily bulletins recording doubtful battles and occasional pitfalls of ground, we were tempted to lose our sense of proportion. The public must take large views and the distant things. There never was a time when honest, patriotic criticism was more valuable. If we kept our eyes fixed and our hearts set on the great dominating purpose to which we consecrated our energies, we might rely with certainty that they would be achieved.	[3, 1213, 134, 1451]
column-austro-germany	[817, 26, 961, 1516]
subheading: New German Divisions to be Sent.	[424, 670, 536, 693]
placeline: Christiania, June 1.	[1046, 249, 1111, 259]
placeline: London, June 14.	[485, 1167, 544, 1177]
section-heading: VIOLENT ARTILLERYING.	[708, 349, 791, 371]
divider	[724, 989, 775, 990]
placeline: Paris, June 14.	[630, 81, 679, 91]
placeline: London, June 14.	[350, 1184, 409, 1194]
subheading: Hostile Attacks Fail.	[303, 988, 383, 1000]
article-paragraph: The first details of the immense munitions explosion in the rear of Kieff, on June 6, have now been given by the Lokal Anzeiger's correspondent. There were 12 big explosions and innumerable smaller ones from 10 a.m. till late in the afternoon. The entire south-west of the city was suspended. People were blown off the street and buildings were whirled into the air. The Berbiness's Cathedral collapsed, the street being impassable. The conflagration enveloped the whole of the neighborhood.	[820, 770, 958, 915]
placeline: London, June 14.	[211, 387, 270, 397]
article-paragraph: A message from London states that a grave crisis has arisen in Austria, the people demanding peace.—Reuter.	[820, 467, 958, 499]
article-paragraph: General Guillaumat, commander of the army in the Orient, has been appointed Military Governor of Paris, vice General Dubail, who has been appointed Grand Chancellor of the Legion of Honor.—Reuter.	[551, 1191, 679, 1253]
subheading: Special Training.	[447, 68, 513, 80]
placeline: London, June 14.	[485, 95, 544, 105]
divider	[42, 380, 94, 381]
placeline: Washington, June 15.	[741, 1041, 813, 1051]
subheading: TROOPS AS SEPARATE UNITS.	[686, 974, 813, 985]
subheading: Allies' Reserves Increasing.	[561, 865, 669, 877]
dateline: Received June 16, 5.5 p.m.	[160, 644, 251, 654]
section-heading: WESTERN FRONT.	[283, 28, 403, 43]
